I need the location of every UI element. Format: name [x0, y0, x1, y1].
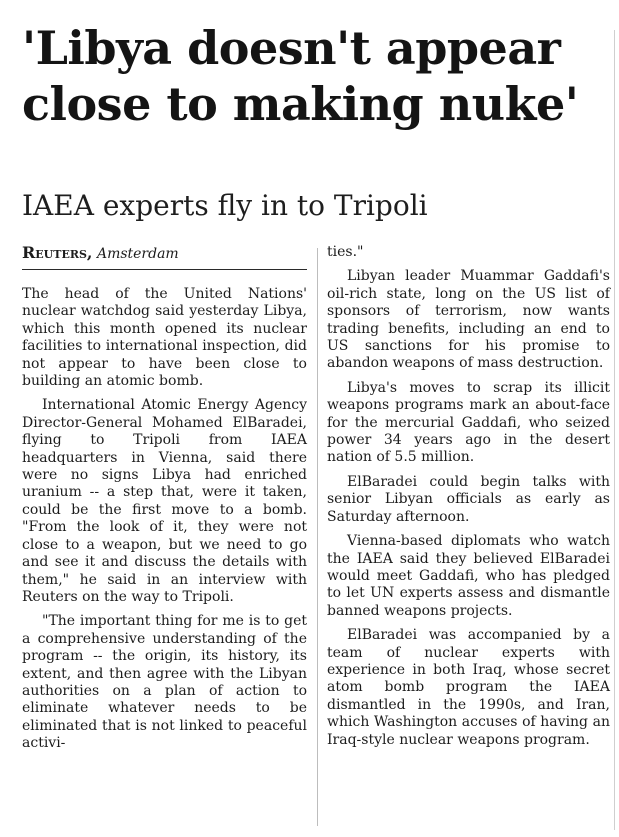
byline-location: Amsterdam	[96, 246, 179, 262]
paragraph: International Atomic Energy Agency Director-General Mohamed ElBaradei, flying to Tripoli from IAEA headquarters in Vienna, said there were no signs Libya had enriched uranium -- a step that, were it taken, could be the first move to a bomb. "From the look of it, they were not close to a weapon, but we need to go and see it and discuss the details with them," he said in an interview with Reuters on the way to Tripoli.	[22, 397, 307, 605]
subheadline: IAEA experts fly in to Tripoli	[22, 189, 428, 222]
page-edge-rule	[614, 30, 615, 830]
paragraph: ElBaradei could begin talks with senior Libyan officials as early as Saturday afternoon.	[327, 473, 610, 525]
byline-agency: Reuters,	[22, 243, 93, 262]
paragraph: The head of the United Nations' nuclear watchdog said yesterday Libya, which this month opened its nuclear facilities to international inspection, did not appear to have been close to building an atomic bomb.	[22, 286, 307, 390]
paragraph-continuation: ties."	[327, 244, 364, 260]
paragraph: Libyan leader Muammar Gaddafi's oil-rich state, long on the US list of sponsors of terrorism, now wants trading benefits, including an end to US sanctions for his promise to abandon weapons of mass destruction.	[327, 268, 610, 372]
byline	[22, 244, 307, 270]
article-column-right	[327, 244, 610, 756]
column-divider	[317, 248, 318, 826]
headline: 'Libya doesn't appear close to making nuke'	[22, 21, 579, 131]
article-column-left	[22, 244, 307, 760]
paragraph: "The important thing for me is to get a comprehensive understanding of the program -- the origin, its history, its extent, and then agree with the Libyan authorities on a plan of action to eliminate whatever needs to be eliminated that is not linked to peaceful activi-	[22, 613, 307, 752]
paragraph: Libya's moves to scrap its illicit weapons programs mark an about-face for the mercurial Gaddafi, who seized power 34 years ago in the desert nation of 5.5 million.	[327, 379, 610, 466]
paragraph: ElBaradei was accompanied by a team of nuclear experts with experience in both Iraq, whose secret atom bomb program the IAEA dismantled in the 1990s, and Iran, which Washington accuses of having an Iraq-style nuclear weapons program.	[327, 627, 610, 748]
paragraph: Vienna-based diplomats who watch the IAEA said they believed ElBaradei would meet Gaddafi, who has pledged to let UN experts assess and dismantle banned weapons projects.	[327, 533, 610, 619]
